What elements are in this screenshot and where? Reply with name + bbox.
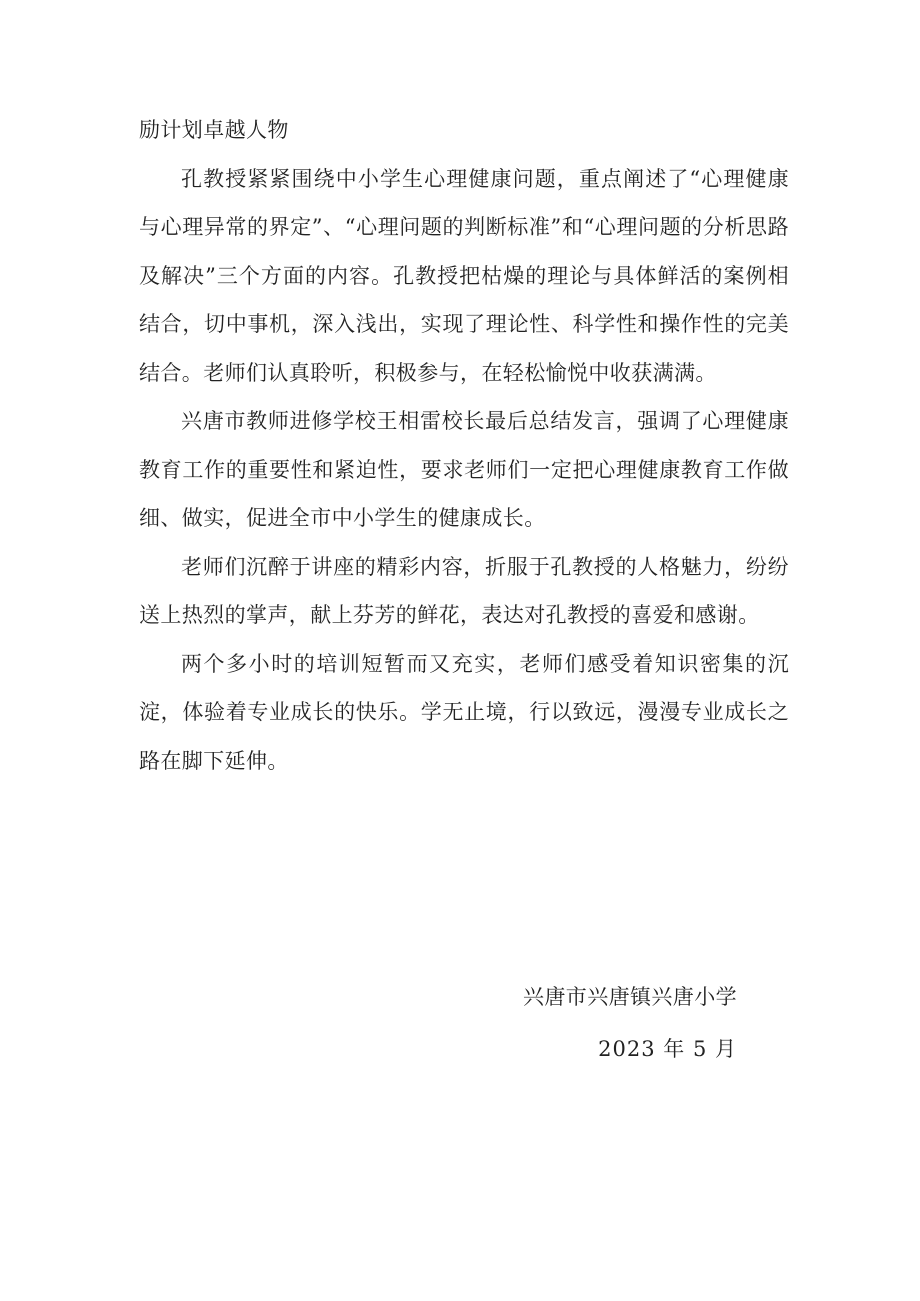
signature-date: 2023 年 5 月 [598, 1037, 737, 1061]
paragraph-closing: 两个多小时的培训短暂而又充实，老师们感受着知识密集的沉淀，体验着专业成长的快乐。学无止境，行以致远，漫漫专业成长之路在脚下延伸。 [139, 651, 789, 773]
paragraph-teacher-appreciation: 老师们沉醉于讲座的精彩内容，折服于孔教授的人格魅力，纷纷送上热烈的掌声，献上芬芳的鲜花，表达对孔教授的喜爱和感谢。 [139, 554, 789, 627]
paragraph-principal-summary: 兴唐市教师进修学校王相雷校长最后总结发言，强调了心理健康教育工作的重要性和紧迫性，要求老师们一定把心理健康教育工作做细、做实，促进全市中小学生的健康成长。 [139, 409, 789, 530]
paragraph-lecture-content: 孔教授紧紧围绕中小学生心理健康问题，重点阐述了“心理健康与心理异常的界定”、“心理问题的判断标准”和“心理问题的分析思路及解决”三个方面的内容。孔教授把枯燥的理论与具体鲜活的案例相结合，切中事机，深入浅出，实现了理论性、科学性和操作性的完美结合。老师们认真聆听，积极参与，在轻松愉悦中收获满满。 [139, 166, 789, 385]
signature-organization: 兴唐市兴唐镇兴唐小学 [523, 985, 737, 1009]
continuation-line: 励计划卓越人物 [139, 118, 289, 142]
document-body [139, 106, 789, 785]
